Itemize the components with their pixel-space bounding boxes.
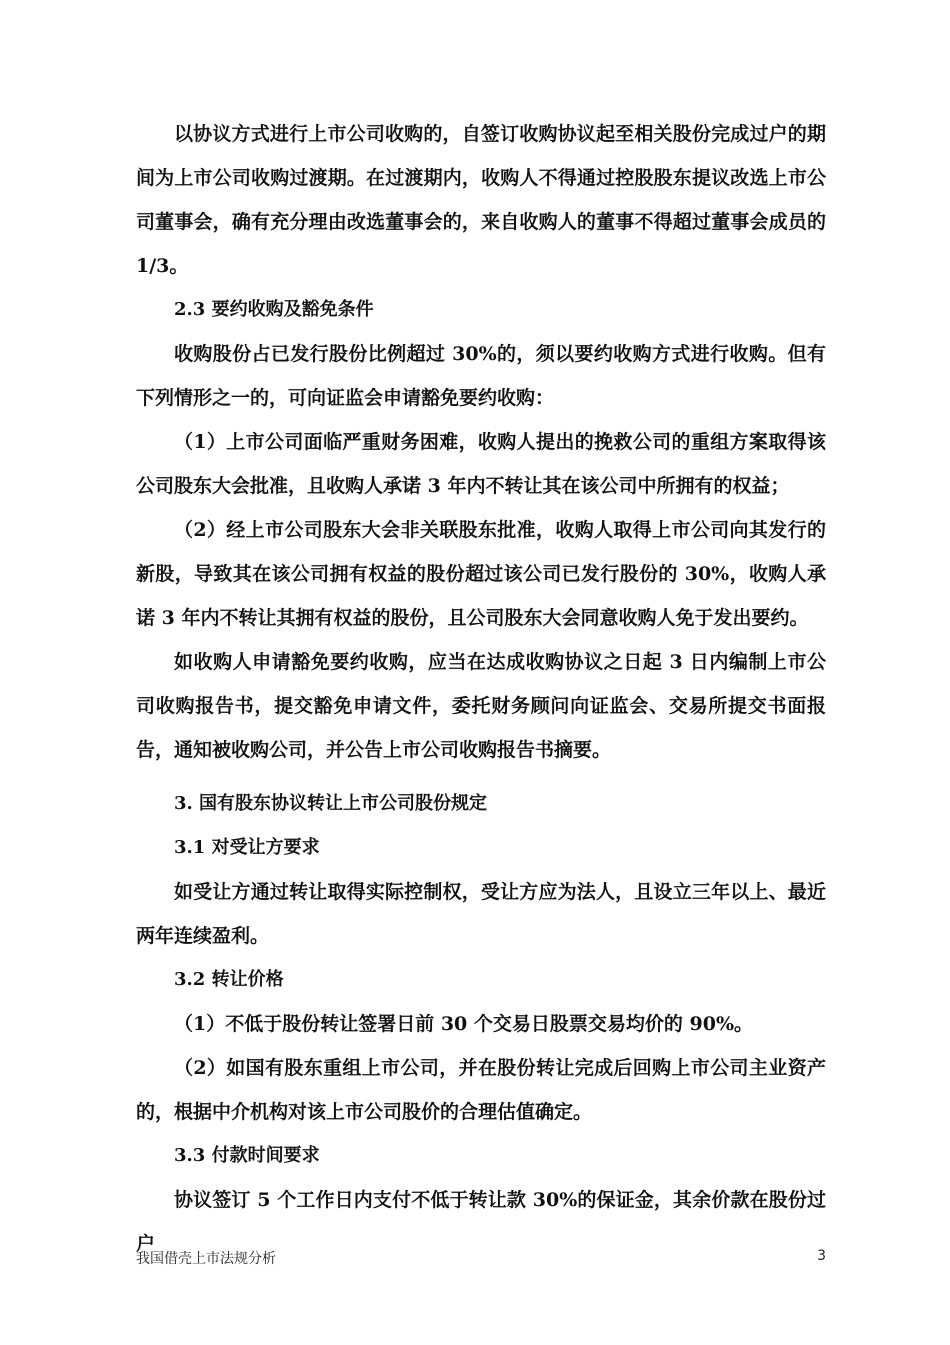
page-footer	[136, 1248, 826, 1268]
paragraph-transition-period: 以协议方式进行上市公司收购的，自签订收购协议起至相关股份完成过户的期间为上市公司收购过渡期。在过渡期内，收购人不得通过控股股东提议改选上市公司董事会，确有充分理由改选董事会的，来自收购人的董事不得超过董事会成员的1/3。	[136, 123, 826, 277]
list-item-1: （1）上市公司面临严重财务困难，收购人提出的挽救公司的重组方案取得该公司股东大会批准，且收购人承诺 3 年内不转让其在该公司中所拥有的权益；	[136, 431, 826, 497]
heading-3-3: 3.3 付款时间要求	[174, 1145, 320, 1166]
paragraph-tender-offer: 收购股份占已发行股份比例超过 30%的，须以要约收购方式进行收购。但有下列情形之一的，可向证监会申请豁免要约收购：	[136, 343, 826, 409]
heading-3-1: 3.1 对受让方要求	[174, 837, 320, 858]
paragraph-payment-timing: 协议签订 5 个工作日内支付不低于转让款 30%的保证金，其余价款在股份过户	[136, 1189, 826, 1255]
heading-3-2: 3.2 转让价格	[174, 969, 284, 990]
heading-2-3: 2.3 要约收购及豁免条件	[174, 299, 374, 320]
price-item-1: （1）不低于股份转让签署日前 30 个交易日股票交易均价的 90%。	[174, 1013, 754, 1035]
list-item-2: （2）经上市公司股东大会非关联股东批准，收购人取得上市公司向其发行的新股，导致其在该公司拥有权益的股份超过该公司已发行股份的 30%，收购人承诺 3 年内不转让其拥有权益的股份，且公司股东大会同意收购人免于发出要约。	[136, 519, 826, 629]
heading-3: 3. 国有股东协议转让上市公司股份规定	[174, 793, 488, 814]
page-number: 3	[817, 1248, 826, 1264]
footer-doc-title: 我国借壳上市法规分析	[136, 1251, 276, 1267]
paragraph-transferee-requirements: 如受让方通过转让取得实际控制权，受让方应为法人，且设立三年以上、最近两年连续盈利。	[136, 881, 826, 947]
paragraph-exemption-procedure: 如收购人申请豁免要约收购，应当在达成收购协议之日起 3 日内编制上市公司收购报告书，提交豁免申请文件，委托财务顾问向证监会、交易所提交书面报告，通知被收购公司，并公告上市公司收购报告书摘要。	[136, 651, 826, 761]
document-body	[136, 112, 826, 1266]
price-item-2: （2）如国有股东重组上市公司，并在股份转让完成后回购上市公司主业资产的，根据中介机构对该上市公司股价的合理估值确定。	[136, 1057, 826, 1123]
